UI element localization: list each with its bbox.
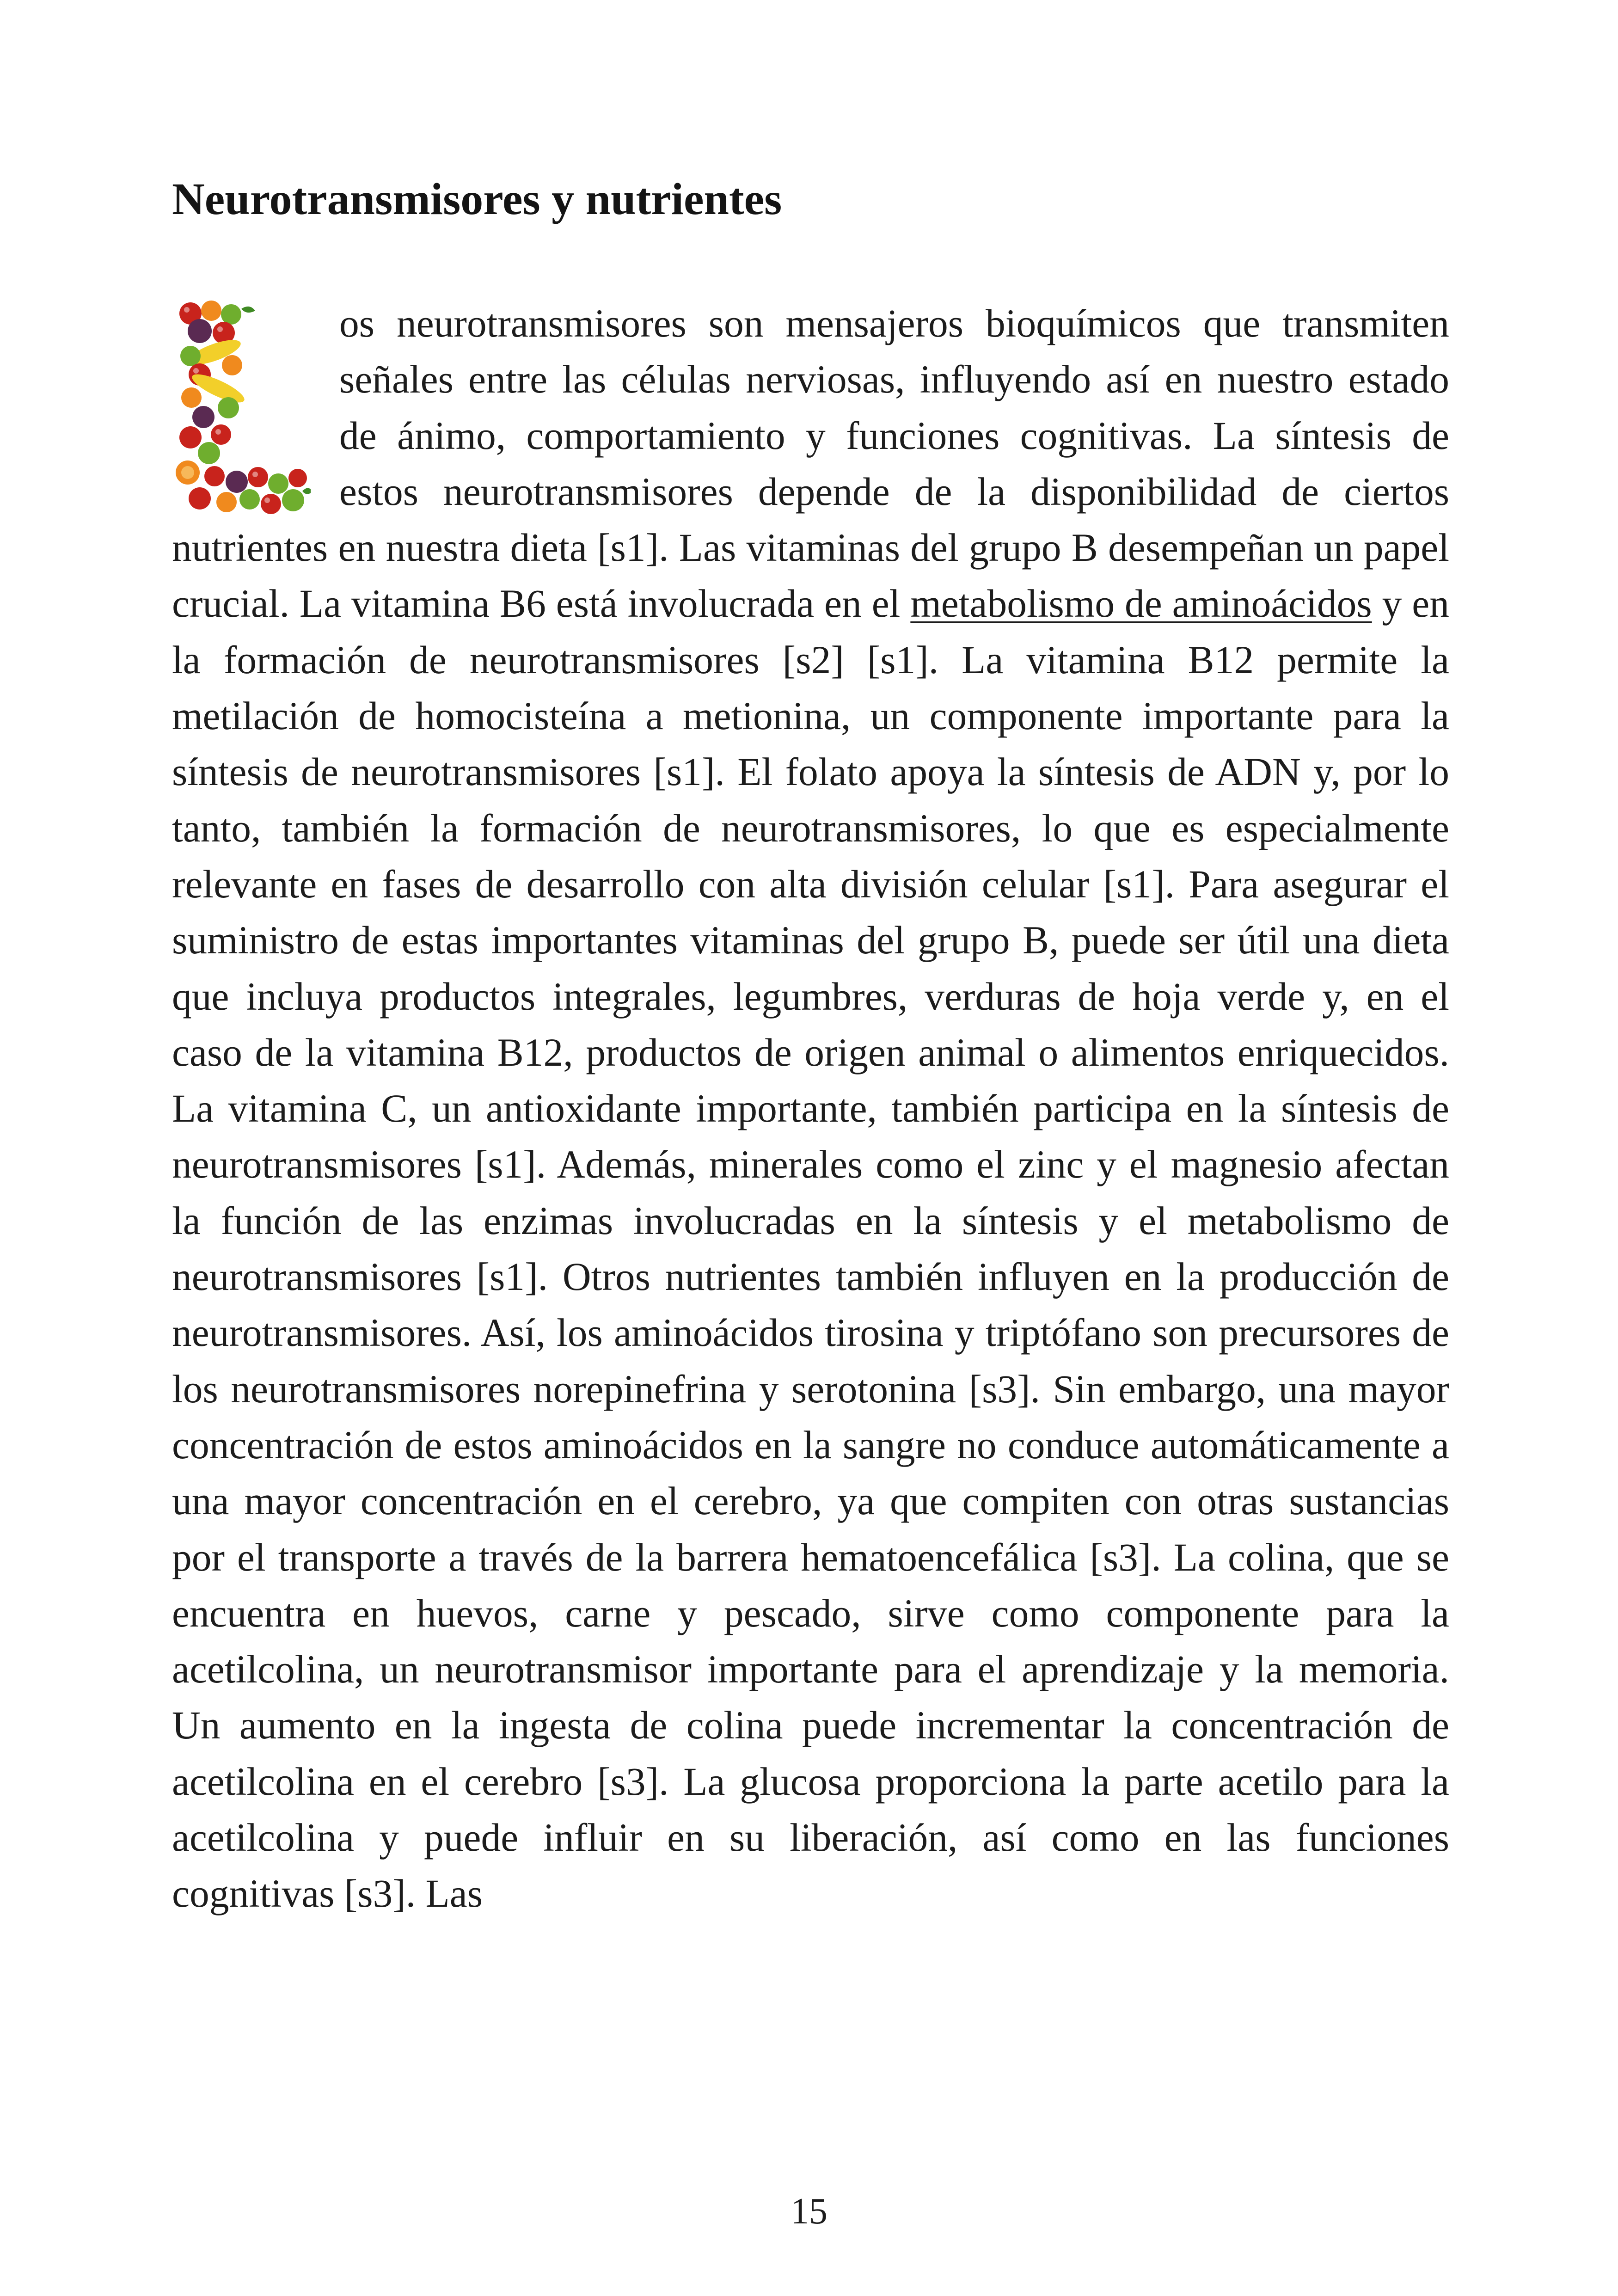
link-metabolismo-aminoacidos[interactable]: metabolismo de aminoácidos	[910, 582, 1372, 626]
paragraph-text-start: os neurotransmisores son mensajeros bioquímicos que transmiten señales entre las células nerviosas, influyendo así en nuestro estado de ánimo, comportamiento y funciones cognitivas. La síntesis de estos neurotransmisores depende de la disponibilidad de ciertos nutrientes en nuestra dieta [s1]. Las vitaminas del grupo B desempeñan un papel crucial. La vitamina B6 está involucrada en el	[172, 302, 1449, 626]
paragraph-text-end: y en la formación de neurotransmisores [s2] [s1]. La vitamina B12 permite la metilación de homocisteína a metionina, un componente importante para la síntesis de neurotransmisores [s1]. El folato apoya la síntesis de ADN y, por lo tanto, también la formación de neurotransmisores, lo que es especialmente relevante en fases de desarrollo con alta división celular [s1]. Para asegurar el suministro de estas importantes vitaminas del grupo B, puede ser útil una dieta que incluya productos integrales, legumbres, verduras de hoja verde y, en el caso de la vitamina B12, productos de origen animal o alimentos enriquecidos. La vitamina C, un antioxidante importante, también participa en la síntesis de neurotransmisores [s1]. Además, minerales como el zinc y el magnesio afectan la función de las enzimas involucradas en la síntesis y el metabolismo de neurotransmisores [s1]. Otros nutrientes también influyen en la producción de neurotransmisores. Así, los aminoácidos tirosina y triptófano son precursores de los neurotransmisores norepinefrina y serotonina [s3]. Sin embargo, una mayor concentración de estos aminoácidos en la sangre no conduce automáticamente a una mayor concentración en el cerebro, ya que compiten con otras sustancias por el transporte a través de la barrera hematoencefálica [s3]. La colina, que se encuentra en huevos, carne y pescado, sirve como componente para la acetilcolina, un neurotransmisor importante para el aprendizaje y la memoria. Un aumento en la ingesta de colina puede incrementar la concentración de acetilcolina en el cerebro [s3]. La glucosa proporciona la parte acetilo para la acetilcolina y puede influir en su liberación, así como en las funciones cognitivas [s3]. Las	[172, 582, 1450, 1916]
page-heading: Neurotransmisores y nutrientes	[172, 174, 782, 224]
page-number: 15	[791, 2191, 827, 2232]
fruit-letter-l-icon	[172, 301, 311, 518]
dropcap-letter-l	[172, 301, 311, 518]
body-paragraph	[172, 296, 1449, 1922]
